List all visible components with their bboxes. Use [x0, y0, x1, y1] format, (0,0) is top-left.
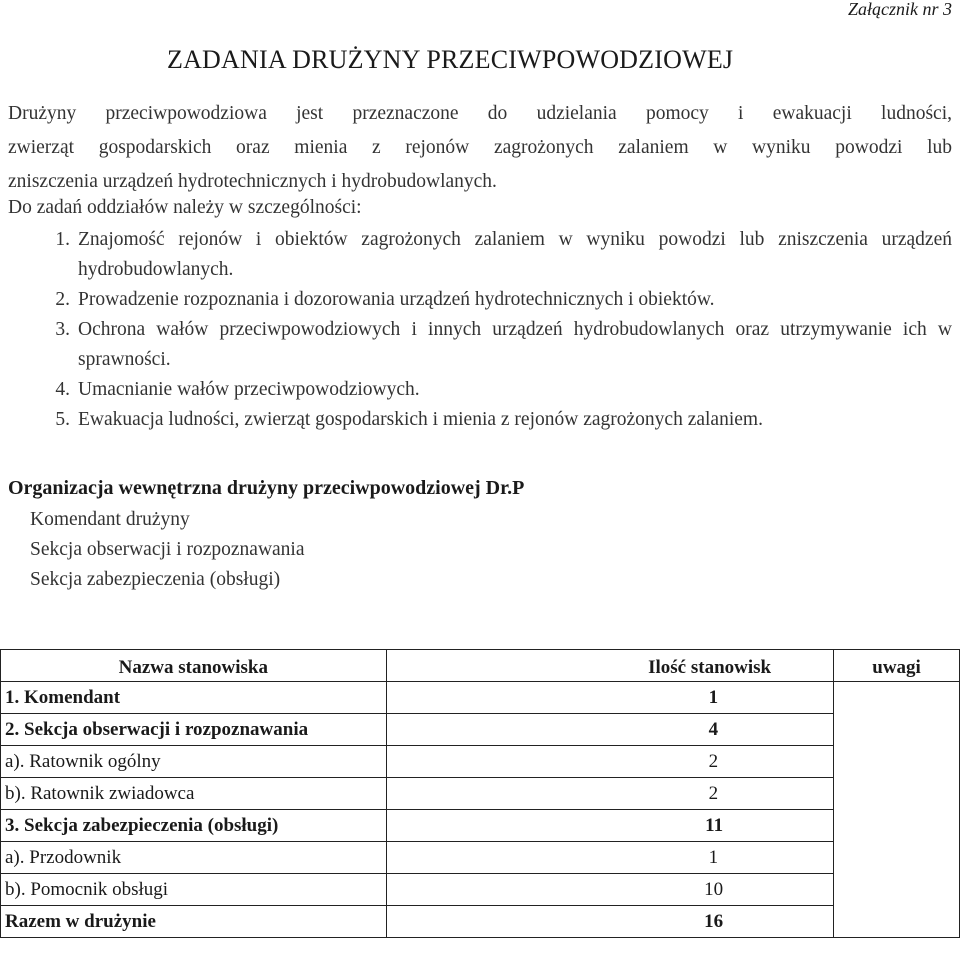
position-name: 2. Sekcja obserwacji i rozpoznawania [1, 714, 387, 746]
table-row [1, 714, 960, 746]
task-number: 1. [55, 229, 70, 250]
position-name: b). Pomocnik obsługi [1, 874, 387, 906]
notes-cell [834, 746, 960, 778]
task-number: 3. [55, 319, 70, 340]
intro-line: zniszczenia urządzeń hydrotechnicznych i hydrobudowlanych. [8, 171, 497, 192]
table-row [1, 874, 960, 906]
position-count: 10 [386, 874, 834, 906]
position-count: 2 [386, 746, 834, 778]
table-row [1, 810, 960, 842]
list-item [8, 225, 952, 285]
position-name: a). Przodownik [1, 842, 387, 874]
position-count: 16 [386, 906, 834, 938]
organization-heading: Organizacja wewnętrzna drużyny przeciwpowodziowej Dr.P [8, 477, 525, 499]
list-item [8, 405, 952, 435]
task-number: 2. [55, 289, 70, 310]
table-total-row [1, 906, 960, 938]
header-quantity: Ilość stanowisk [386, 650, 834, 682]
table-row [1, 682, 960, 714]
task-text: Umacnianie wałów przeciwpowodziowych. [78, 379, 420, 400]
notes-cell [834, 778, 960, 810]
position-count: 11 [386, 810, 834, 842]
staff-table [0, 649, 960, 938]
task-text: Znajomość rejonów i obiektów zagrożonych zalaniem w wyniku powodzi lub zniszczenia urządzeń hydrobudowlanych. [78, 229, 952, 280]
position-name: Razem w drużynie [1, 906, 387, 938]
task-number: 4. [55, 379, 70, 400]
header-notes: uwagi [834, 650, 960, 682]
position-count: 1 [386, 682, 834, 714]
tasks-lead: Do zadań oddziałów należy w szczególności: [8, 197, 362, 218]
table-header-row [1, 650, 960, 682]
notes-cell [834, 842, 960, 874]
intro-paragraph [8, 97, 952, 199]
task-text: Ewakuacja ludności, zwierząt gospodarskich i mienia z rejonów zagrożonych zalaniem. [78, 409, 763, 430]
list-item [8, 315, 952, 375]
position-count: 4 [386, 714, 834, 746]
task-text: Ochrona wałów przeciwpowodziowych i innych urządzeń hydrobudowlanych oraz utrzymywanie ich w sprawności. [78, 319, 952, 370]
table-row [1, 778, 960, 810]
list-item [8, 285, 952, 315]
position-count: 1 [386, 842, 834, 874]
table-row [1, 746, 960, 778]
notes-cell [834, 906, 960, 938]
intro-line: zwierząt gospodarskich oraz mienia z rejonów zagrożonych zalaniem w wyniku powodzi lub [8, 137, 952, 158]
list-item [8, 375, 952, 405]
org-line-security: Sekcja zabezpieczenia (obsługi) [30, 569, 281, 590]
table-row [1, 842, 960, 874]
annex-label: Załącznik nr 3 [847, 0, 952, 19]
task-number: 5. [55, 409, 70, 430]
notes-cell [834, 810, 960, 842]
task-text: Prowadzenie rozpoznania i dozorowania urządzeń hydrotechnicznych i obiektów. [78, 289, 715, 310]
tasks-list [8, 225, 952, 435]
position-name: 3. Sekcja zabezpieczenia (obsługi) [1, 810, 387, 842]
position-name: a). Ratownik ogólny [1, 746, 387, 778]
document-title: ZADANIA DRUŻYNY PRZECIWPOWODZIOWEJ [167, 45, 734, 74]
notes-cell [834, 714, 960, 746]
header-position-name: Nazwa stanowiska [1, 650, 387, 682]
org-line-commander: Komendant drużyny [30, 509, 190, 530]
intro-line: Drużyny przeciwpowodziowa jest przeznaczone do udzielania pomocy i ewakuacji ludności, [8, 103, 952, 124]
notes-cell [834, 682, 960, 714]
position-name: 1. Komendant [1, 682, 387, 714]
notes-cell [834, 874, 960, 906]
position-count: 2 [386, 778, 834, 810]
position-name: b). Ratownik zwiadowca [1, 778, 387, 810]
org-line-observation: Sekcja obserwacji i rozpoznawania [30, 539, 305, 560]
